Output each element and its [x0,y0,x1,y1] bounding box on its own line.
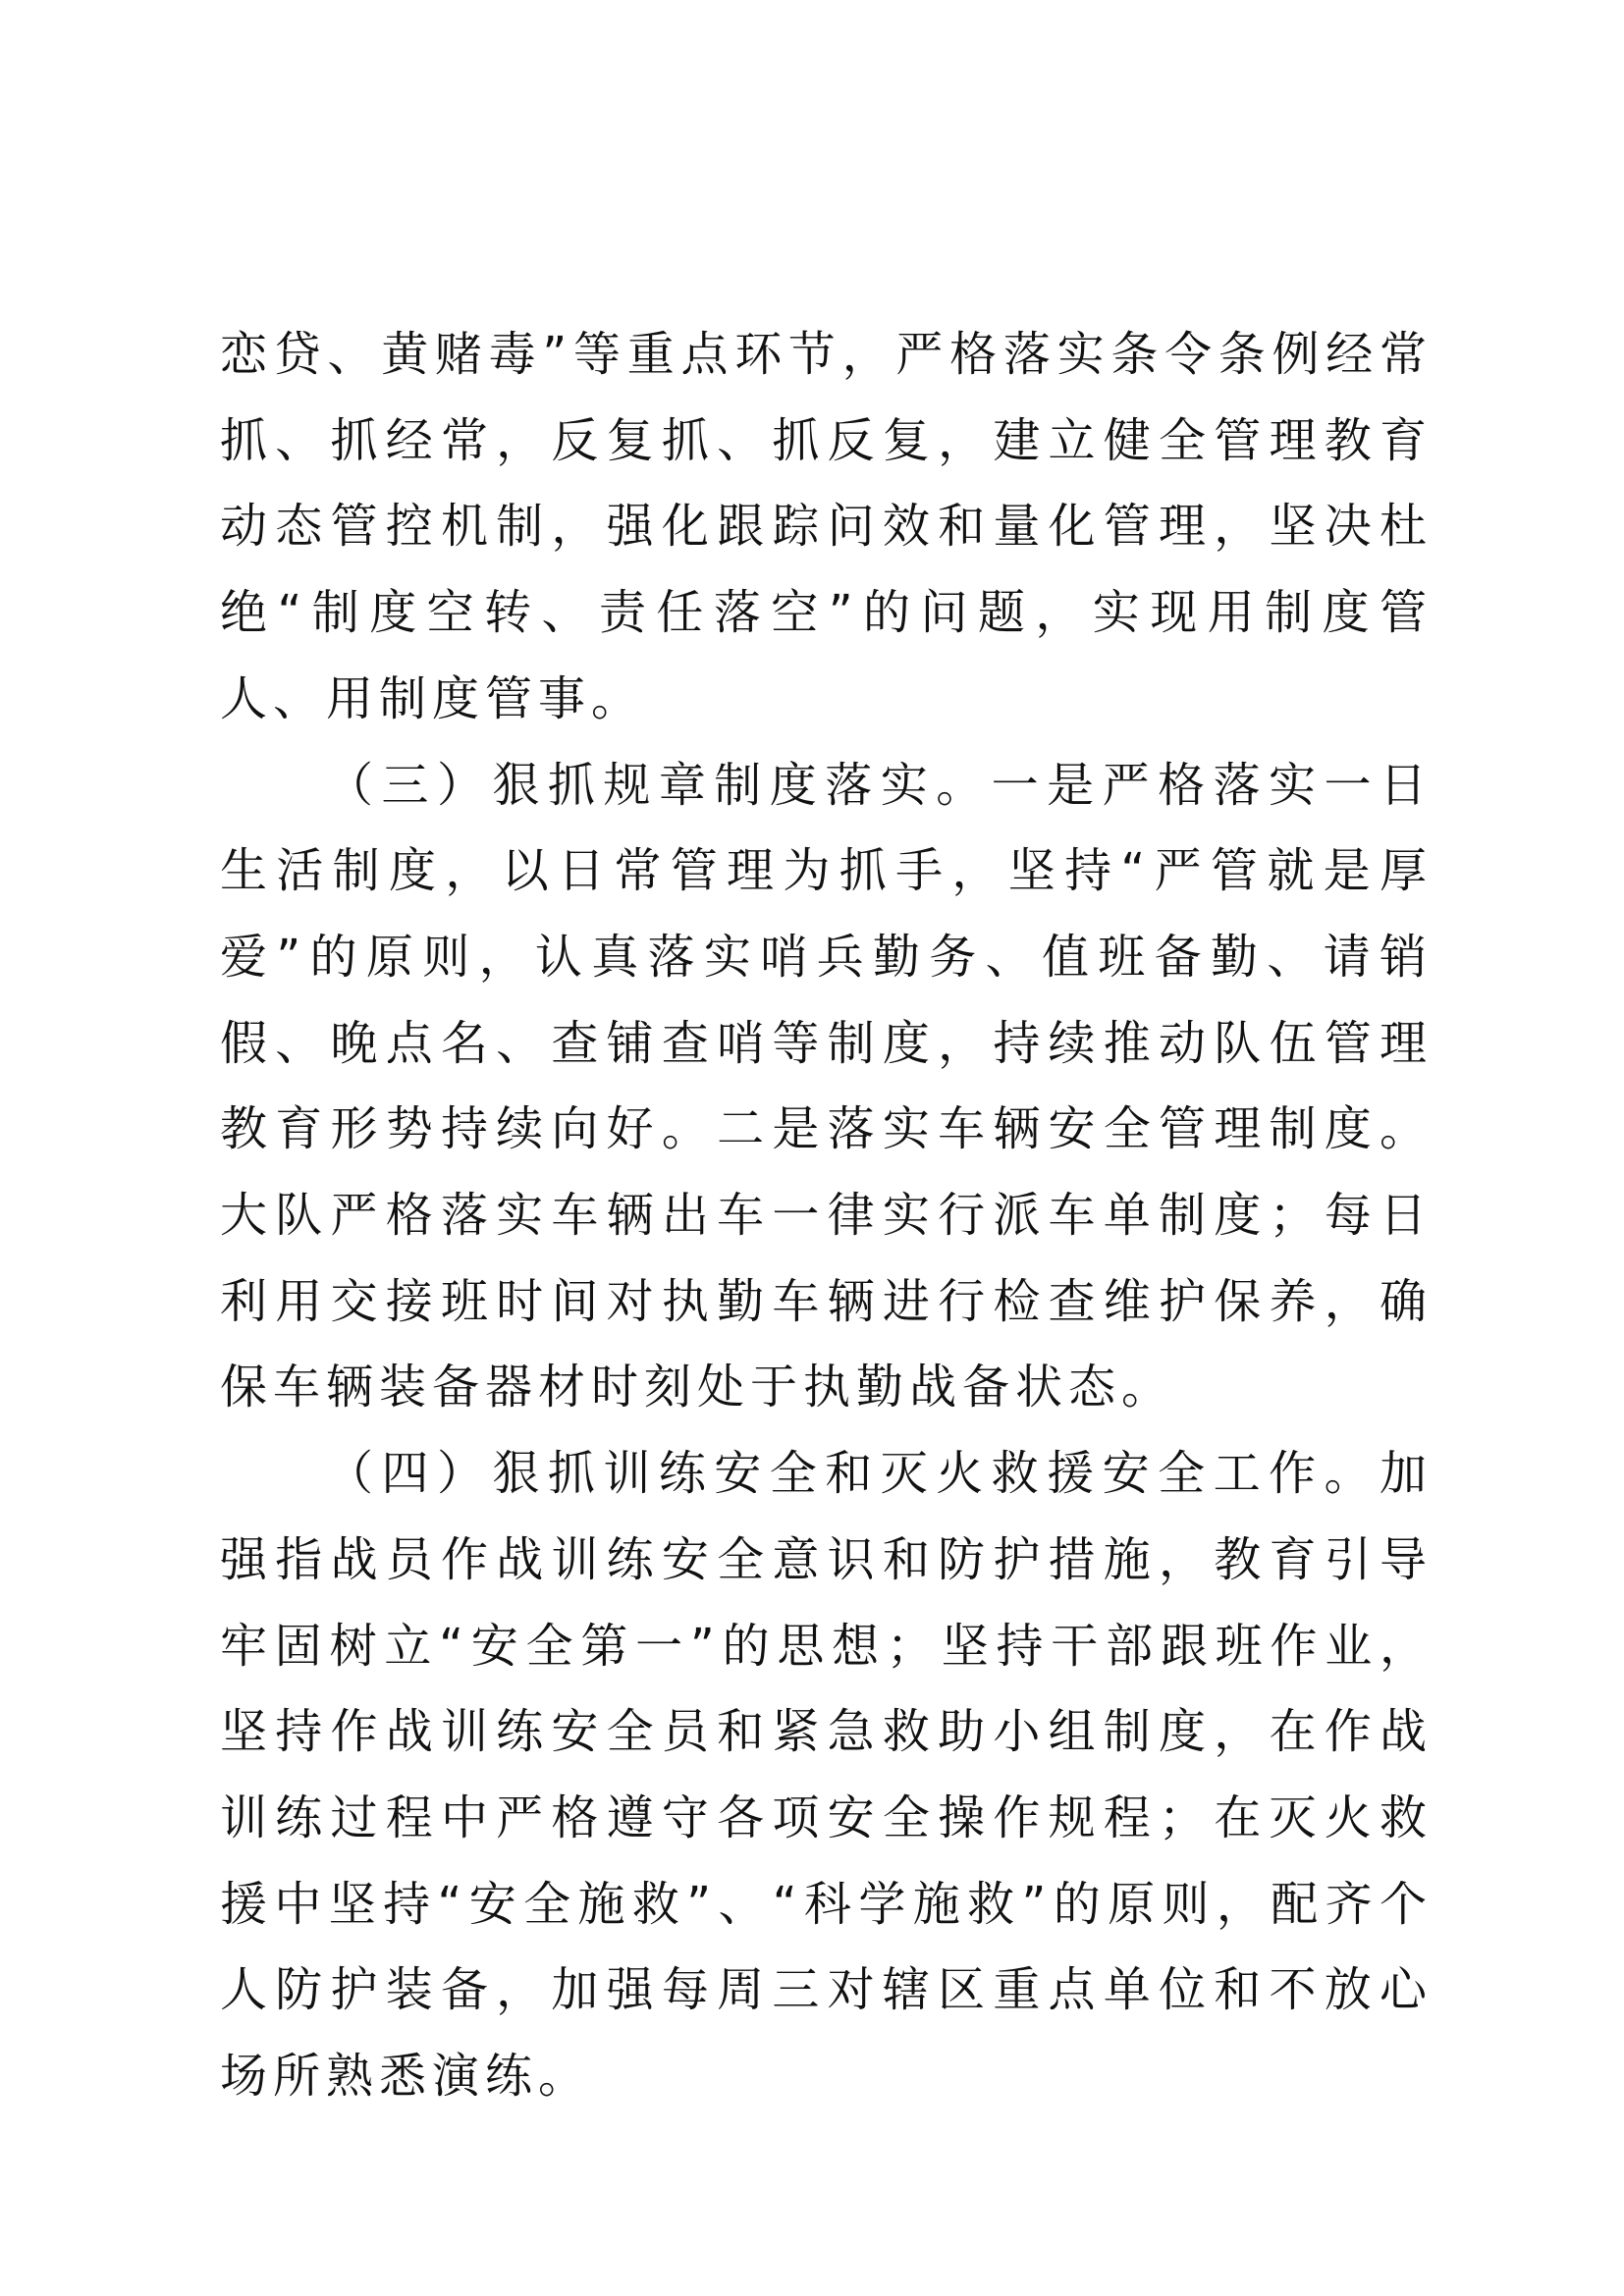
paragraph-section-three: （三）狠抓规章制度落实。一是严格落实一日生活制度，以日常管理为抓手，坚持“严管就是厚爱”的原则，认真落实哨兵勤务、值班备勤、请销假、晚点名、查铺查哨等制度，持续推动队伍管理教育形势持续向好。二是落实车辆安全管理制度。大队严格落实车辆出车一律实行派车单制度；每日利用交接班时间对执勤车辆进行检查维护保养，确保车辆装备器材时刻处于执勤战备状态。 [220,757,1433,1415]
document-body [220,312,1433,2120]
paragraph-continued: 恋贷、黄赌毒”等重点环节，严格落实条令条例经常抓、抓经常，反复抓、抓反复，建立健全管理教育动态管控机制，强化跟踪问效和量化管理，坚决杜绝“制度空转、责任落空”的问题，实现用制度管人、用制度管事。 [220,327,1433,726]
paragraph-section-four: （四）狠抓训练安全和灭火救援安全工作。加强指战员作战训练安全意识和防护措施，教育引导牢固树立“安全第一”的思想；坚持干部跟班作业，坚持作战训练安全员和紧急救助小组制度，在作战训练过程中严格遵守各项安全操作规程；在灭火救援中坚持“安全施救”、“科学施救”的原则，配齐个人防护装备，加强每周三对辖区重点单位和不放心场所熟悉演练。 [220,1446,1433,2105]
